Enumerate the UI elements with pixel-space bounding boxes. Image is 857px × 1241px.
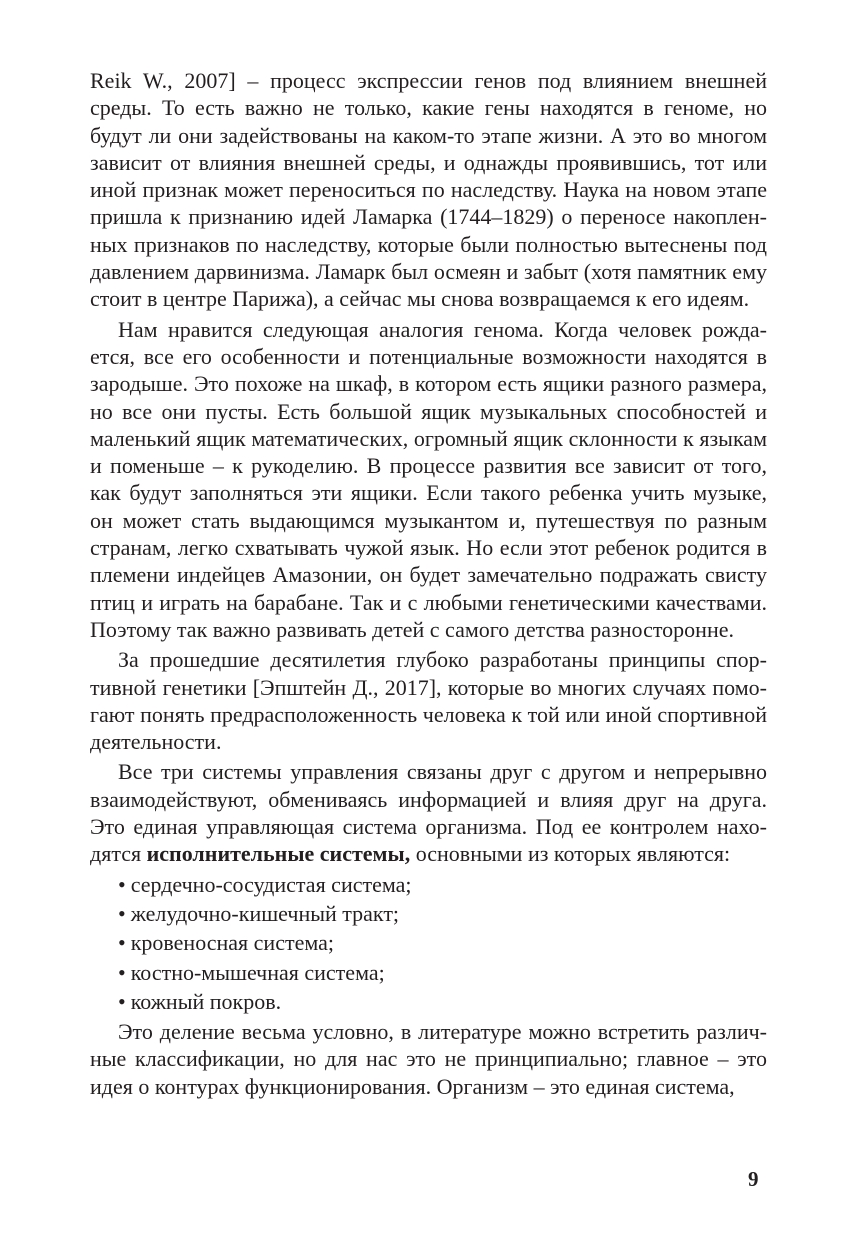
list-item-text: сердечно-сосудистая система; xyxy=(130,871,412,897)
bullet-icon: • xyxy=(118,988,126,1014)
bullet-icon: • xyxy=(118,871,126,897)
page-number: 9 xyxy=(748,1167,759,1191)
list-item xyxy=(118,959,767,986)
paragraph-lamarck: Reik W., 2007] – процесс экспрессии генов под влиянием внешней среды. То есть важно не только, какие гены находятся в геноме, но будут ли они задействованы на каком-то этапе жизни. А это во многом зависит от влияния внешней среды, и однажды проявившись, тот или иной признак может переноситься по наследству. Наука на новом этапе пришла к признанию идей Ламарка (1744–1829) о переносе накопленных признаков по наследству, которые были полностью вытеснены под давлением дарвинизма. Ламарк был осмеян и забыт (хотя памятник ему стоит в центре Парижа), а сейчас мы снова возвращаемся к его идеям. xyxy=(90,68,767,312)
list-item xyxy=(118,871,767,898)
list-item xyxy=(118,988,767,1015)
paragraph-control-systems xyxy=(90,758,767,867)
paragraph-classification: Это деление весьма условно, в литературе можно встретить различные классификации, но для нас это не принципиально; главное – это идея о контурах функционирования. Организм – это единая система, xyxy=(90,1019,767,1099)
paragraph-control-systems-text: Все три системы управления связаны друг с другом и непрерывно взаимодействуют, обмениваясь информацией и влияя друг на друга. Это единая управляющая система организма. Под ее контролем находятся xyxy=(90,759,767,867)
list-item xyxy=(118,900,767,927)
paragraph-control-systems-tail: основными из которых являются: xyxy=(410,841,731,867)
bullet-icon: • xyxy=(118,959,126,985)
bullet-icon: • xyxy=(118,930,126,956)
paragraph-sports-genetics: За прошедшие десятилетия глубоко разработаны принципы спортивной генетики [Эпштейн Д., 2017], которые во многих случаях помогают понять предрасположенность человека к той или иной спортивной деятельности. xyxy=(90,647,767,755)
list-item-text: кожный покров. xyxy=(130,988,282,1014)
list-item xyxy=(118,929,767,956)
list-item-text: кровеносная система; xyxy=(130,930,334,956)
executive-systems-list xyxy=(90,871,767,1015)
paragraph-genome-analogy: Нам нравится следующая аналогия генома. Когда человек рождается, все его особенности и потенциальные возможности находятся в зародыше. Это похоже на шкаф, в котором есть ящики разного размера, но все они пусты. Есть большой ящик музыкальных способностей и маленький ящик математических, огромный ящик склонности к языкам и поменьше – к рукоделию. В процессе развития все зависит от того, как будут заполняться эти ящики. Если такого ребенка учить музыке, он может стать выдающимся музыкантом и, путешествуя по разным странам, легко схватывать чужой язык. Но если этот ребенок родится в племени индейцев Амазонии, он будет замечательно подражать свисту птиц и играть на барабане. Так и с любыми генетическими качествами. Поэтому так важно развивать детей с самого детства разносторонне. xyxy=(90,316,767,642)
page-body xyxy=(90,67,767,1103)
list-item-text: желудочно-кишечный тракт; xyxy=(130,900,400,926)
list-item-text: костно-мышечная система; xyxy=(130,959,385,985)
bullet-icon: • xyxy=(118,900,126,926)
executive-systems-term: исполнительные системы, xyxy=(146,841,411,867)
